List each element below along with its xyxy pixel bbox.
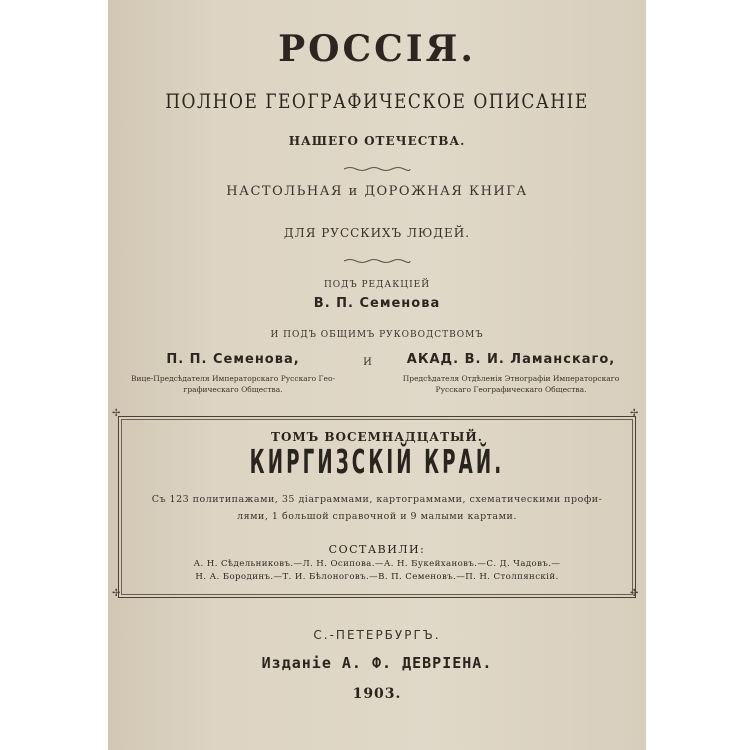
general-guidance-label: И ПОДЪ ОБЩИМЪ РУКОВОДСТВОМЪ <box>270 330 484 340</box>
book-title: РОССІЯ. <box>278 28 476 70</box>
divider-flourish <box>342 166 412 172</box>
right-supervisor-caption-1: Предсѣдателя Отдѣленія Этнографіи Императорскаго <box>402 374 620 383</box>
subtitle-russian-people: ДЛЯ РУССКИХЪ ЛЮДЕЙ. <box>283 226 471 240</box>
right-supervisor-caption-2: Русскаго Географическаго Общества. <box>435 385 587 394</box>
title-page <box>108 0 646 750</box>
left-supervisor-caption-1: Вице-Предсѣдателя Императорскаго Русскаго Гео- <box>130 374 336 383</box>
frame-corner-ornament: ✢ <box>112 588 121 599</box>
right-supervisor-name: АКАД. В. И. Ламанскаго, <box>406 352 616 367</box>
divider-flourish <box>342 258 412 264</box>
publication-city: С.-ПЕТЕРБУРГЪ. <box>313 628 441 642</box>
volume-description-line-1: Съ 123 политипажами, 35 діаграммами, картограммами, схематическими профи- <box>151 494 603 505</box>
editor-name: В. П. Семенова <box>313 296 441 311</box>
frame-corner-ornament: ✢ <box>112 408 121 419</box>
under-edit-label: ПОДЪ РЕДАКЦІЕЙ <box>323 280 431 290</box>
publication-year: 1903. <box>352 686 402 702</box>
authors-line-2: Н. А. Бородинъ.—Т. И. Бѣлоноговъ.—В. П. Семеновъ.—П. Н. Столпянскій. <box>195 572 559 582</box>
right-supervisor <box>386 352 636 395</box>
subtitle-geographic-description: ПОЛНОЕ ГЕОГРАФИЧЕСКОЕ ОПИСАНІЕ <box>165 90 589 114</box>
left-supervisor-caption-2: графическаго Общества. <box>183 385 283 394</box>
left-supervisor <box>118 352 348 395</box>
compiled-by-label: СОСТАВИЛИ: <box>328 543 426 556</box>
publisher: Изданіе А. Ф. ДЕВРІЕНА. <box>261 654 493 672</box>
subtitle-fatherland: НАШЕГО ОТЕЧЕСТВА. <box>288 134 466 148</box>
subtitle-desk-book: НАСТОЛЬНАЯ и ДОРОЖНАЯ КНИГА <box>226 184 528 199</box>
authors-line-1: А. Н. Сѣдельниковъ.—Л. Н. Осипова.—А. Н. Букейхановъ.—С. Д. Чадовъ.— <box>193 559 561 569</box>
frame-corner-ornament: ✢ <box>630 588 639 599</box>
conjunction-and: И <box>363 357 373 368</box>
volume-title: КИРГИЗСКІЙ КРАЙ. <box>249 444 505 482</box>
left-supervisor-name: П. П. Семенова, <box>166 352 300 367</box>
frame-corner-ornament: ✢ <box>630 408 639 419</box>
volume-label: ТОМЪ ВОСЕМНАДЦАТЫЙ. <box>271 430 483 444</box>
volume-description-line-2: лями, 1 большой справочной и 9 малыми картами. <box>237 511 517 522</box>
